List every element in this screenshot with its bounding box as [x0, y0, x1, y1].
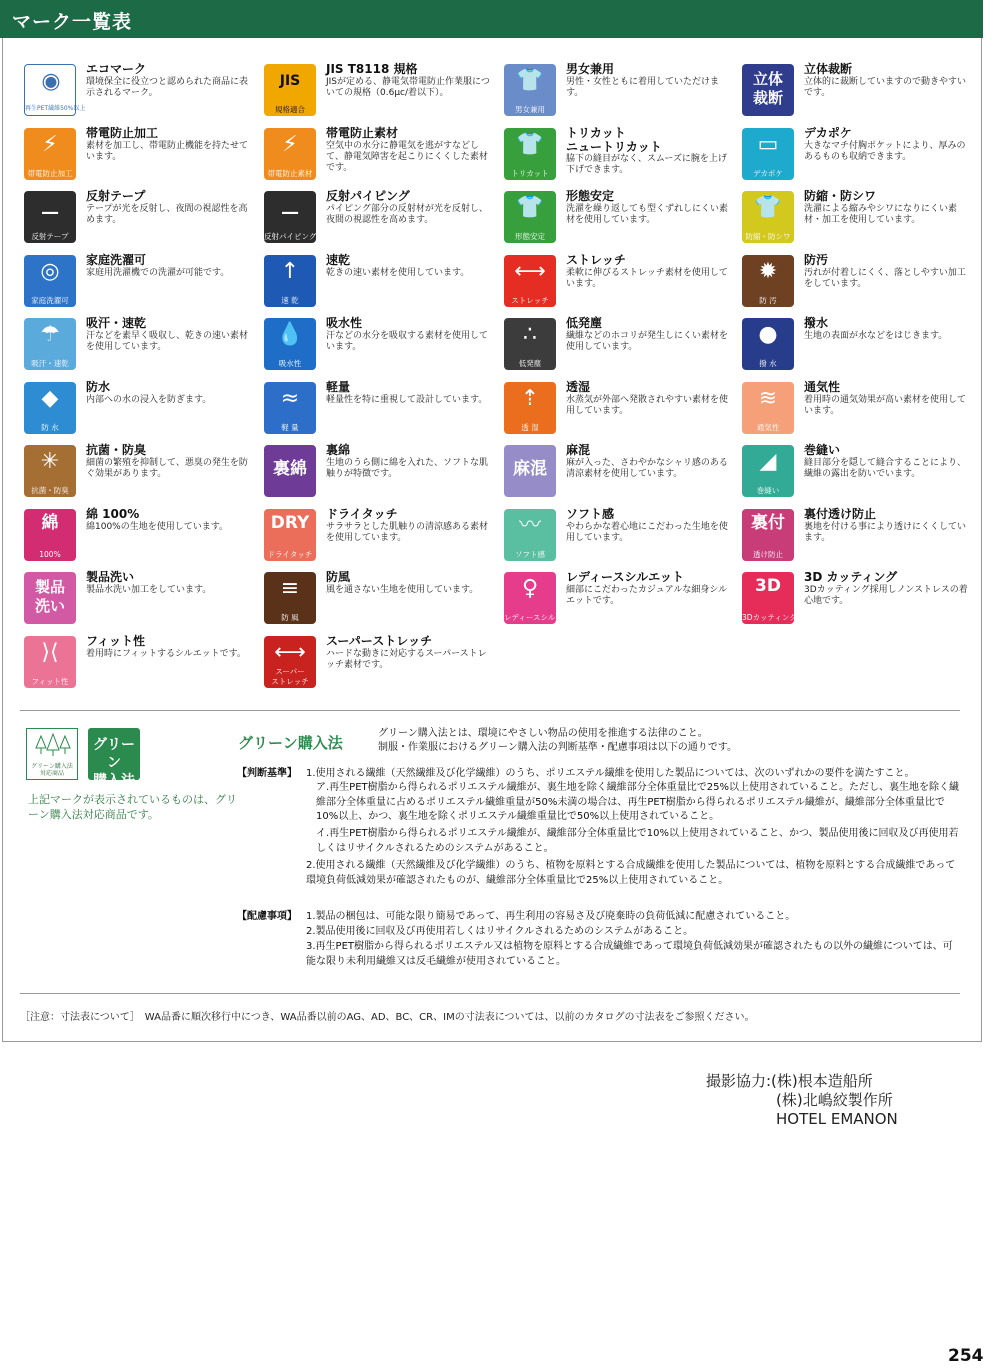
ladies-silhouette-icon	[504, 572, 578, 624]
mark-glyph: ◆	[41, 385, 59, 411]
mark-name: 3D カッティング	[804, 570, 898, 584]
consideration-label: 【配慮事項】	[237, 911, 297, 922]
mark-name: 家庭洗濯可	[86, 252, 147, 267]
mark-description: 男性・女性ともに着用していただけます。	[566, 77, 720, 98]
mark-name: 防風	[326, 570, 351, 584]
mark-description: 繊維などのホコリが発生しにくい素材を使用しています。	[566, 331, 729, 352]
mark-description: 水蒸気が外部へ発散されやすい素材を使用しています。	[566, 394, 729, 416]
mark-item	[20, 568, 246, 628]
mark-item	[500, 568, 726, 628]
mark-glyph: ◢	[759, 449, 777, 474]
green-note: 上記マークが表示されているものは、グリーン購入法対応商品です。	[28, 793, 237, 821]
mark-name: 帯電防止素材	[326, 125, 399, 140]
consideration-2: 2.製品使用後に回収及び再使用若しくはリサイクルされるためのシステムがあること。	[306, 926, 694, 937]
mark-item	[20, 124, 249, 184]
mark-item	[20, 378, 246, 438]
mark-name: 防汚	[804, 252, 829, 267]
credit-line-1: 撮影協力:(株)根本造船所	[706, 1072, 873, 1090]
mark-glyph: ↑	[280, 258, 300, 284]
mark-description: 洗濯を繰り返しても型くずれしにくい素材を使用しています。	[566, 204, 729, 225]
absorb-icon	[264, 318, 316, 370]
mark-description: 洗濯による縮みやシワになりにくい素材・加工を使用しています。	[804, 204, 958, 225]
mark-glyph: ✹	[758, 258, 778, 284]
mark-name: 防水	[86, 379, 111, 394]
mark-icon-caption: 反射テープ	[31, 232, 69, 241]
mark-item	[260, 378, 486, 438]
mark-item	[260, 632, 486, 692]
mark-name: 透湿	[566, 379, 591, 394]
consideration-1: 1.製品の梱包は、可能な限り簡易であって、再生利用の容易さ及び廃棄時の負荷低減に配慮されていること。	[306, 911, 796, 922]
mark-icon-caption: 規格適合	[275, 105, 305, 114]
mark-item	[500, 314, 729, 374]
mark-icon-text: 製品 洗い	[34, 578, 65, 615]
mark-description: 柔軟に伸びるストレッチ素材を使用しています。	[566, 267, 728, 289]
mark-description: 乾きの速い素材を使用しています。	[326, 267, 470, 278]
mark-icon-caption: デカポケ	[753, 168, 783, 178]
mark-name: 裏付透け防止	[804, 506, 877, 521]
mark-icon-caption: ソフト感	[515, 549, 545, 559]
shrink-proof-shirt-icon	[742, 191, 794, 243]
soft-wave-icon	[504, 509, 556, 561]
hemp-icon	[504, 445, 556, 497]
mark-item	[20, 251, 246, 311]
mark-name: 綿 100%	[86, 506, 140, 521]
mark-item	[738, 568, 968, 628]
3d-cut-icon	[742, 64, 794, 116]
low-dust-icon	[504, 318, 556, 370]
mark-item	[738, 314, 964, 374]
windproof-icon	[264, 572, 316, 624]
mark-icon-caption: トリカット	[511, 168, 549, 178]
mark-description: 素材を加工し、帯電防止機能を持たせています。	[86, 140, 249, 162]
pocket-icon	[742, 128, 794, 180]
mark-description: 環境保全に役立つと認められた商品に表示されるマーク。	[86, 77, 249, 98]
stretch-arrow-icon	[504, 255, 556, 307]
mark-description: 脇下の縫目がなく、スムーズに腕を上げ下げできます。	[566, 153, 727, 175]
size-chart-notice: ［注意：寸法表について］ WA品番に順次移行中につき、WA品番以前のAG、AD、BC、CR、IMの寸法表については、以前のカタログの寸法表をご参照ください。	[20, 1012, 755, 1023]
mark-item	[20, 632, 246, 692]
mark-item	[260, 441, 489, 501]
mark-name: 裏綿	[326, 443, 351, 457]
antibacterial-icon	[24, 445, 76, 497]
mark-name: 低発塵	[566, 316, 603, 330]
mark-name: 吸汗・速乾	[86, 316, 147, 330]
form-stable-shirt-icon	[504, 191, 556, 243]
page-number: 254	[948, 1346, 984, 1366]
mark-icon-text: DRY	[270, 512, 310, 533]
mark-name: 製品洗い	[86, 570, 135, 584]
quick-dry-icon	[264, 255, 316, 307]
mark-glyph: JIS	[279, 73, 301, 89]
mark-glyph: ◉	[41, 69, 61, 94]
mark-name: トリカット ニュートリカット	[566, 125, 662, 154]
mark-item	[500, 60, 726, 120]
mark-glyph: ≋	[758, 385, 778, 411]
mark-item	[20, 314, 249, 374]
mark-icon-caption: 吸汗・速乾	[31, 359, 69, 368]
mark-name: 撥水	[804, 316, 829, 330]
mark-description: 着用時にフィットするシルエットです。	[86, 648, 246, 659]
green-purchase-text-logo: グリーン 購入法	[88, 728, 140, 780]
mark-icon-caption: 速 乾	[281, 295, 299, 305]
mark-icon-caption: ドライタッチ	[267, 549, 313, 559]
green-logo-label: グリーン購入法 対応商品	[31, 763, 73, 777]
mark-name: 防縮・防シワ	[804, 189, 877, 203]
lightning-icon	[24, 128, 76, 180]
mark-icon-caption: 3Dカッティング	[742, 613, 797, 622]
mark-glyph: ☂	[40, 322, 60, 347]
feather-icon	[264, 382, 316, 434]
mark-icon-caption: 100%	[39, 549, 61, 559]
mark-icon-caption: レディースシルエット	[504, 613, 578, 622]
mark-icon-caption: 帯電防止素材	[267, 168, 313, 178]
mark-name: 通気性	[804, 379, 841, 394]
mark-name: 帯電防止加工	[86, 125, 159, 140]
mark-icon-caption: スーパー ストレッチ	[271, 666, 309, 686]
mark-icon-caption: フィット性	[31, 676, 69, 686]
mark-item	[738, 251, 964, 311]
notice-divider	[20, 993, 960, 994]
mark-description: 裏地を付ける事により透けにくくしています。	[804, 521, 967, 543]
mark-icon-text: 麻混	[513, 459, 547, 479]
mark-description: 軽量性を特に重視して設計しています。	[326, 394, 488, 405]
criteria-1: 1.使用される繊維（天然繊維及び化学繊維）のうち、ポリエステル繊維を使用した製品については、次のいずれかの要件を満たすこと。	[306, 768, 915, 779]
mark-glyph: ∴	[523, 322, 537, 347]
mark-name: デカポケ	[804, 125, 852, 140]
mark-icon-caption: 帯電防止加工	[27, 168, 73, 178]
tree-icon	[35, 734, 71, 760]
mark-glyph: ⟷	[514, 258, 546, 284]
mark-glyph: ≈	[280, 385, 300, 411]
mark-item	[260, 251, 486, 311]
mark-description: 縫目部分を隠して縫合することにより、繊維の露出を防いでいます。	[804, 458, 967, 479]
mark-icon-caption: 抗菌・防臭	[31, 486, 69, 495]
criteria-label: 【判断基準】	[237, 768, 297, 779]
credit-line-3: HOTEL EMANON	[776, 1110, 898, 1128]
mark-icon-caption: 軽 量	[281, 422, 299, 432]
mark-item	[20, 187, 246, 247]
shirt-armpit-icon	[504, 128, 556, 180]
waterproof-icon	[24, 382, 76, 434]
photo-credit	[706, 1072, 898, 1129]
mark-glyph: 👕	[516, 68, 544, 93]
mark-name: JIS T8118 規格	[326, 62, 418, 76]
mark-name: ストレッチ	[566, 252, 626, 267]
super-stretch-icon	[264, 636, 316, 688]
sweat-dry-icon	[24, 318, 76, 370]
mark-item	[260, 505, 489, 565]
mark-icon-caption: 透 湿	[521, 422, 539, 432]
mark-glyph: ✳	[40, 449, 60, 474]
mark-description: 空気中の水分に静電気を逃がすなどして、静電気障害を起こりにくくした素材です。	[326, 140, 488, 173]
mark-icon-caption: 吸水性	[278, 359, 302, 368]
mark-description: 内部への水の浸入を防ぎます。	[86, 394, 212, 405]
mark-icon-caption: 低発塵	[518, 359, 542, 368]
mark-glyph: ●	[758, 322, 778, 347]
mark-name: 反射テープ	[86, 189, 146, 203]
mark-icon-caption: 再生PET繊維50%以上	[25, 105, 86, 112]
mark-name: レディースシルエット	[566, 570, 684, 584]
criteria-1a: ア.再生PET樹脂から得られるポリエステル繊維が、裏生地を除く繊維部分全体重量比で25%以上使用されていること。ただし、裏生地を除く繊維部分全体重量に占めるポリエステル繊維重量が50%未満の場合は、再生PET樹脂から得られるポリエステル繊維が、繊維部分全体重量比で10%以上、かつ、裏生地を除くポリエステル繊維重量比で50%以上使用されていること。	[316, 782, 959, 822]
breathable-icon	[504, 382, 556, 434]
mark-name: 抗菌・防臭	[86, 443, 147, 457]
reflect-tape-icon	[24, 191, 76, 243]
mark-glyph: 💧	[276, 322, 304, 347]
mark-description: ハードな動きに対応するスーパーストレッチ素材です。	[326, 648, 487, 670]
intro-line-1: グリーン購入法とは、環境にやさしい物品の使用を推進する法律のこと。	[378, 728, 708, 739]
mark-description: 大きなマチ付胸ポケットにより、厚みのあるものも収納できます。	[804, 140, 966, 162]
intro-line-2: 制服・作業服におけるグリーン購入法の判断基準・配慮事項は以下の通りです。	[378, 742, 737, 753]
mark-glyph: 〰	[518, 512, 541, 538]
mark-item	[738, 187, 964, 247]
green-purchase-intro	[378, 727, 958, 755]
stain-icon	[742, 255, 794, 307]
fit-icon	[24, 636, 76, 688]
eco-mark-icon	[24, 64, 86, 116]
mark-icon-text: 3D	[755, 576, 781, 596]
mark-item	[500, 251, 726, 311]
cotton-100-icon	[24, 509, 76, 561]
3d-cutting-icon	[742, 572, 797, 624]
mark-icon-caption: 家庭洗濯可	[31, 295, 69, 305]
water-repel-icon	[742, 318, 794, 370]
jis-icon	[264, 64, 316, 116]
mark-glyph: ≡	[280, 576, 300, 601]
mark-description: 着用時の通気効果が高い素材を使用しています。	[804, 394, 967, 416]
mark-icon-caption: 防縮・防シワ	[745, 232, 791, 241]
credit-line-2: (株)北嶋絞製作所	[776, 1091, 893, 1109]
dry-touch-icon	[264, 509, 316, 561]
mark-icon-caption: 反射パイピング	[264, 232, 317, 241]
mark-item	[260, 314, 489, 374]
mark-item	[500, 187, 729, 247]
mark-description: 綿100%の生地を使用しています。	[86, 521, 229, 532]
mark-glyph: 👕	[516, 131, 544, 157]
mark-description: 立体的に裁断していますので動きやすいです。	[804, 77, 967, 98]
mark-item	[500, 441, 726, 501]
green-purchase-tree-logo	[26, 728, 78, 780]
mark-item	[260, 124, 486, 184]
mark-icon-caption: ストレッチ	[511, 295, 549, 305]
mark-glyph: 👕	[516, 195, 544, 220]
wrap-seam-icon	[742, 445, 794, 497]
washing-machine-icon	[24, 255, 76, 307]
mark-item	[20, 441, 246, 501]
mark-icon-caption: 巻縫い	[756, 486, 780, 495]
mark-name: 男女兼用	[566, 62, 615, 76]
mark-description: 風を通さない生地を使用しています。	[326, 585, 479, 595]
mark-name: エコマーク	[86, 62, 147, 76]
mark-description: 細菌の繁殖を抑制して、悪臭の発生を防ぐ効果があります。	[86, 458, 248, 479]
mark-glyph: ⚊	[40, 195, 60, 220]
mark-description: 3Dカッティング採用しノンストレスの着心地です。	[804, 585, 968, 606]
mark-icon-caption: 通気性	[756, 422, 780, 432]
mark-description: 細部にこだわったカジュアルな細身シルエットです。	[566, 585, 728, 606]
mark-glyph: ⚡	[42, 131, 58, 157]
mark-description: 汚れが付着しにくく、落としやすい加工をしています。	[804, 267, 966, 289]
mark-icon-caption: 形態安定	[515, 232, 545, 241]
mark-description: やわらかな着心地にこだわった生地を使用しています。	[566, 521, 728, 543]
mark-name: 速乾	[326, 252, 351, 267]
cotton-back-icon	[264, 445, 316, 497]
mark-glyph: ◎	[40, 258, 60, 284]
mark-item	[20, 60, 249, 120]
mark-name: ソフト感	[566, 506, 615, 521]
mark-description: 生地のうら側に綿を入れた、ソフトな肌触りが特徴です。	[326, 458, 489, 479]
mark-glyph: ⟷	[274, 639, 306, 665]
mark-item	[738, 441, 967, 501]
mark-item	[738, 378, 967, 438]
mark-name: 麻混	[566, 443, 591, 457]
mark-item	[738, 505, 967, 565]
criteria-2: 2.使用される繊維（天然繊維及び化学繊維）のうち、植物を原料とする合成繊維を使用した製品については、植物を原料とする合成繊維であって環境負荷低減効果が確認されたものが、繊維部分全体重量比で25%以上使用されていること。	[306, 860, 956, 886]
mark-description: 家庭用洗濯機での洗濯が可能です。	[86, 267, 230, 278]
mark-name: スーパーストレッチ	[326, 633, 433, 648]
mark-name: 吸水性	[326, 316, 363, 330]
section-divider	[20, 710, 960, 711]
mark-icon-caption: 透け防止	[753, 549, 783, 559]
mark-item	[260, 60, 490, 120]
mark-icon-caption: 防 風	[281, 613, 299, 622]
mark-icon-text: 裏付	[751, 512, 785, 533]
mark-description: JISが定める、静電気帯電防止作業服についての規格（0.6μc/着以下）。	[326, 77, 490, 98]
mark-glyph: ⟩⟨	[41, 639, 59, 665]
lightning-icon	[264, 128, 316, 180]
mark-item	[500, 505, 726, 565]
mark-item	[500, 124, 726, 184]
mark-description: 麻が入った、さわやかなシャリ感のある清涼素材を使用しています。	[566, 458, 728, 479]
mark-icon-text: 綿	[41, 512, 59, 533]
reflect-piping-icon	[264, 191, 316, 243]
consideration-3: 3.再生PET樹脂から得られるポリエステル又は植物を原料とする合成繊維であって環境負荷低減効果が確認されたもの以外の繊維については、可能な限り未利用繊維又は反毛繊維が使用されていること。	[306, 941, 953, 967]
mark-description: テープが光を反射し、夜間の視認性を高めます。	[86, 204, 248, 225]
lining-icon	[742, 509, 794, 561]
mark-name: 立体裁断	[804, 62, 853, 76]
page-title: マーク一覧表	[12, 11, 133, 33]
mark-glyph: 👕	[754, 195, 782, 220]
mark-item	[260, 187, 486, 247]
mark-description: 製品水洗い加工をしています。	[86, 585, 212, 595]
mark-item	[260, 568, 486, 628]
mark-icon-caption: 防 水	[41, 422, 59, 432]
mark-item	[500, 378, 729, 438]
mark-name: 軽量	[326, 379, 351, 394]
criteria-1b: イ.再生PET樹脂から得られるポリエステル繊維が、繊維部分全体重量比で10%以上使用されていること、かつ、製品使用後に回収及び再使用若しくはリサイクルされるためのシステムがあること。	[316, 828, 959, 854]
mark-icon-caption: 撥 水	[759, 359, 777, 368]
mark-grid	[20, 60, 970, 700]
unisex-shirt-icon	[504, 64, 556, 116]
mark-name: 巻縫い	[804, 443, 841, 457]
mark-description: サラサラとした肌触りの清涼感ある素材を使用しています。	[326, 521, 489, 543]
mark-glyph: ⇡	[520, 385, 540, 411]
mark-glyph: ▭	[757, 131, 779, 157]
green-purchase-title: グリーン購入法	[238, 734, 343, 752]
mark-icon-text: 立体 裁断	[752, 70, 783, 107]
mark-name: 反射パイピング	[326, 189, 410, 203]
mark-item	[738, 124, 964, 184]
mark-glyph: ⚊	[280, 195, 300, 220]
mark-description: パイピング部分の反射材が光を反射し、夜間の視認性を高めます。	[326, 204, 488, 225]
mark-item	[20, 505, 246, 565]
mark-description: 生地の表面が水などをはじきます。	[804, 331, 948, 341]
mark-glyph: ⚡	[282, 131, 298, 157]
page-header	[0, 0, 983, 38]
mark-glyph: ♀	[521, 576, 539, 601]
mark-name: 形態安定	[566, 189, 615, 203]
product-wash-icon	[24, 572, 76, 624]
mark-icon-caption: 防 汚	[759, 295, 777, 305]
mark-icon-caption: 男女兼用	[515, 105, 545, 114]
mark-description: 汗などの水分を吸収する素材を使用しています。	[326, 331, 489, 352]
mark-icon-text: 裏綿	[273, 459, 307, 479]
mark-description: 汗などを素早く吸収し、乾きの速い素材を使用しています。	[86, 331, 249, 352]
mark-item	[738, 60, 967, 120]
ventilation-icon	[742, 382, 794, 434]
mark-name: フィット性	[86, 633, 146, 648]
mark-name: ドライタッチ	[326, 506, 398, 521]
